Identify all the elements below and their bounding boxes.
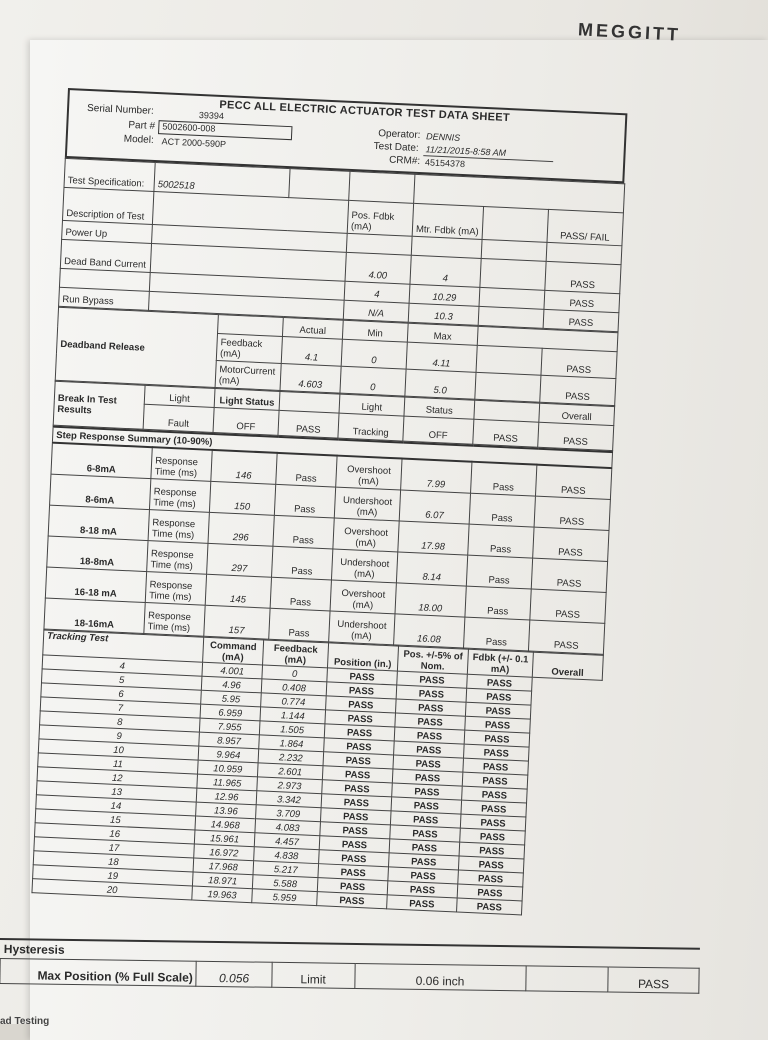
tracking-header: Pos. +/-5% of Nom. <box>397 646 468 674</box>
hysteresis-empty <box>526 966 609 992</box>
tracking-fdbk-result: PASS <box>390 811 461 828</box>
deadband-col-min: Min <box>342 320 408 342</box>
tracking-overall: PASS <box>457 884 523 901</box>
tracking-position: 2.232 <box>258 749 324 766</box>
tracking-fdbk-result: PASS <box>388 867 459 884</box>
hysteresis-row-label: Max Position (% Full Scale) <box>0 959 197 987</box>
desc-col-pf: PASS/ FAIL <box>547 209 623 245</box>
deadband-row-name: MotorCurrent (mA) <box>215 361 281 391</box>
tracking-position: 2.601 <box>257 763 323 780</box>
desc-label: Description of Test <box>62 187 153 224</box>
deadband-row-min: 0 <box>341 339 407 369</box>
tracking-position: 0 <box>262 665 328 682</box>
tracking-position: 4.083 <box>255 819 321 836</box>
hysteresis-result: PASS <box>608 967 699 993</box>
tracking-fdbk-result: PASS <box>388 853 459 870</box>
tracking-command: 10 <box>38 739 198 760</box>
hysteresis-section <box>0 938 700 994</box>
tracking-command: 7 <box>40 697 200 718</box>
desc-row-mtr: 10.3 <box>408 303 479 325</box>
test-data-form <box>31 88 627 919</box>
brand-logo: MEGGITT <box>577 19 682 45</box>
desc-row-pos: 4 <box>344 281 410 303</box>
tracking-header: Position (in.) <box>327 643 398 671</box>
desc-row-name: Dead Band Current <box>60 239 151 272</box>
spec-label: Test Specification: <box>64 158 155 191</box>
tracking-pos-result: PASS <box>326 696 397 713</box>
tracking-position: 0.408 <box>261 679 327 696</box>
deadband-row-max: 4.11 <box>406 342 477 372</box>
step-row-overshoot-label: Undershoot (mA) <box>334 487 400 521</box>
tracking-pos-result: PASS <box>326 682 397 699</box>
tracking-pos-result: PASS <box>327 668 398 685</box>
crm-label: CRM#: <box>388 154 421 168</box>
step-row-response-result: Pass <box>269 608 330 642</box>
tracking-overall: PASS <box>461 800 527 817</box>
tracking-feedback: 17.968 <box>193 858 254 875</box>
step-row-response-result: Pass <box>272 546 333 580</box>
step-row-overshoot-value: 16.08 <box>394 614 465 648</box>
step-row-overshoot-label: Undershoot (mA) <box>331 549 397 583</box>
tracking-pos-result: PASS <box>320 822 391 839</box>
deadband-row-result: PASS <box>541 348 617 378</box>
tracking-header: Command (mA) <box>203 637 264 665</box>
tracking-feedback: 19.963 <box>192 886 253 903</box>
step-row-overshoot-result: Pass <box>465 586 531 620</box>
breakin-fault: Fault <box>143 404 214 432</box>
desc-empty <box>482 206 548 242</box>
tracking-command: 11 <box>38 753 198 774</box>
desc-row-result: PASS <box>544 290 620 312</box>
step-row-overshoot-value: 17.98 <box>398 521 469 555</box>
step-row-response-label: Response Time (ms) <box>145 572 206 606</box>
deadband-row-actual: 4.1 <box>281 336 342 366</box>
hysteresis-label: Hysteresis <box>0 938 700 968</box>
tracking-pos-result: PASS <box>322 766 393 783</box>
hysteresis-limit-label: Limit <box>272 962 355 988</box>
desc-row-mtr: 10.29 <box>409 284 480 306</box>
tracking-pos-result: PASS <box>320 808 391 825</box>
step-row-overshoot-result: Pass <box>469 493 535 527</box>
spec-value: 5002518 <box>154 163 290 198</box>
tracking-overall: PASS <box>460 814 526 831</box>
step-row-response-label: Response Time (ms) <box>151 447 212 481</box>
step-row-overshoot-value: 8.14 <box>396 552 467 586</box>
tracking-position: 0.774 <box>261 693 327 710</box>
breakin-h-light2: Light <box>339 394 405 416</box>
tracking-command: 13 <box>36 781 196 802</box>
step-row-overall: PASS <box>535 465 611 500</box>
tracking-pos-result: PASS <box>324 724 395 741</box>
desc-col-mtr: Mtr. Fdbk (mA) <box>412 203 483 239</box>
tracking-feedback: 12.96 <box>196 788 257 805</box>
tracking-position: 5.588 <box>252 875 318 892</box>
step-row-response-time: 146 <box>211 450 277 484</box>
desc-col-pos: Pos. Fdbk (mA) <box>347 200 413 236</box>
tracking-feedback: 4.001 <box>202 662 263 679</box>
operator-label: Operator: <box>378 128 421 142</box>
tracking-pos-result: PASS <box>317 892 388 909</box>
step-row-response-label: Response Time (ms) <box>144 603 205 637</box>
tracking-fdbk-result: PASS <box>389 839 460 856</box>
tracking-position: 2.973 <box>257 777 323 794</box>
step-row-overall: PASS <box>533 527 609 561</box>
tracking-feedback: 9.964 <box>198 746 259 763</box>
tracking-command: 8 <box>40 711 200 732</box>
tracking-pos-result: PASS <box>321 794 392 811</box>
deadband-row-min: 0 <box>340 366 406 396</box>
hysteresis-limit-value: 0.06 inch <box>354 963 526 990</box>
deadband-col-max: Max <box>407 323 478 345</box>
tracking-position: 4.457 <box>254 833 320 850</box>
tracking-feedback: 8.957 <box>199 732 260 749</box>
tracking-rows <box>32 655 602 918</box>
part-label: Part # <box>128 119 156 132</box>
tracking-feedback: 15.961 <box>194 830 255 847</box>
breakin-tracking: Tracking <box>338 413 404 441</box>
breakin-h-light-status: Light Status <box>214 388 280 410</box>
step-title: Step Response Summary (10-90%) <box>52 427 612 468</box>
deadband-row-name: Feedback (mA) <box>216 334 282 364</box>
step-row-response-result: Pass <box>273 515 334 549</box>
tracking-feedback: 4.96 <box>201 676 262 693</box>
spec-table <box>58 158 625 332</box>
step-row-response-label: Response Time (ms) <box>148 510 209 544</box>
tracking-command: 4 <box>42 655 202 676</box>
step-row-name: 18-8mA <box>47 536 148 572</box>
tracking-position: 1.144 <box>260 707 326 724</box>
tracking-overall: PASS <box>459 842 525 859</box>
tracking-header: Feedback (mA) <box>263 640 329 668</box>
tracking-feedback: 18.971 <box>192 872 253 889</box>
step-row-overshoot-value: 7.99 <box>401 459 472 494</box>
part-value: 5002600-008 <box>162 121 216 134</box>
step-row-response-time: 150 <box>209 481 275 515</box>
model-value: ACT 2000-590P <box>161 136 227 150</box>
step-row-overall: PASS <box>530 589 606 623</box>
deadband-col-actual: Actual <box>282 318 343 340</box>
tracking-overall: PASS <box>458 856 524 873</box>
operator-value: DENNIS <box>425 131 461 143</box>
breakin-h-light: Light <box>144 385 215 407</box>
step-row-overshoot-value: 6.07 <box>399 490 470 524</box>
deadband-empty <box>475 372 541 402</box>
step-row-overshoot-result: Pass <box>471 462 537 496</box>
tracking-overall: PASS <box>462 772 528 789</box>
step-row-response-time: 297 <box>207 543 273 577</box>
tracking-pos-result: PASS <box>323 752 394 769</box>
date-value: 11/21/2015-8:58 AM <box>425 144 507 158</box>
step-row-response-time: 296 <box>208 512 274 546</box>
tracking-feedback: 11.965 <box>197 774 258 791</box>
tracking-feedback: 5.95 <box>201 690 262 707</box>
step-rows <box>44 443 612 655</box>
desc-empty <box>480 258 546 290</box>
tracking-pos-result: PASS <box>319 836 390 853</box>
tracking-command: 9 <box>39 725 199 746</box>
spec-empty <box>289 169 350 201</box>
tracking-pos-result: PASS <box>322 780 393 797</box>
serial-label: Serial Number: <box>86 102 154 117</box>
tracking-label: Tracking Test <box>43 630 204 662</box>
step-row-overshoot-result: Pass <box>466 555 532 589</box>
step-row-name: 16-18 mA <box>45 567 146 603</box>
desc-empty <box>478 306 544 328</box>
tracking-command: 14 <box>36 795 196 816</box>
tracking-position: 3.342 <box>256 791 322 808</box>
tracking-fdbk-result: PASS <box>391 797 462 814</box>
tracking-fdbk-result: PASS <box>396 685 467 702</box>
tracking-pos-result: PASS <box>324 738 395 755</box>
crm-value: 45154378 <box>424 157 466 170</box>
step-row-response-result: Pass <box>276 453 337 487</box>
tracking-overall: PASS <box>457 898 523 915</box>
breakin-h-overall: Overall <box>539 403 615 425</box>
spec-empty <box>349 171 415 203</box>
step-row-overshoot-label: Overshoot (mA) <box>333 518 399 552</box>
tracking-feedback: 6.959 <box>200 704 261 721</box>
step-row-overshoot-label: Undershoot (mA) <box>329 611 395 645</box>
step-row-name: 8-18 mA <box>48 505 149 541</box>
desc-row-result: PASS <box>543 309 619 331</box>
step-row-name: 8-6mA <box>50 474 151 510</box>
step-row-overall: PASS <box>534 496 610 530</box>
tracking-overall: PASS <box>467 674 533 691</box>
tracking-command: 19 <box>33 865 193 886</box>
tracking-overall: PASS <box>465 716 531 733</box>
deadband-row-result: PASS <box>540 375 616 405</box>
tracking-fdbk-result: PASS <box>394 741 465 758</box>
desc-row-name: Run Bypass <box>59 287 150 310</box>
tracking-overall: PASS <box>464 744 530 761</box>
tracking-header: Overall <box>532 652 603 680</box>
tracking-fdbk-result: PASS <box>392 769 463 786</box>
step-row-response-result: Pass <box>270 577 331 611</box>
step-row-overall: PASS <box>531 558 607 592</box>
form-title: PECC ALL ELECTRIC ACTUATOR TEST DATA SHEET <box>219 98 511 125</box>
tracking-feedback: 16.972 <box>194 844 255 861</box>
tracking-feedback: 7.955 <box>199 718 260 735</box>
tracking-fdbk-result: PASS <box>395 713 466 730</box>
tracking-pos-result: PASS <box>319 850 390 867</box>
tracking-overall: PASS <box>460 828 526 845</box>
tracking-fdbk-result: PASS <box>394 727 465 744</box>
serial-value: 39394 <box>198 109 225 122</box>
deadband-label: Deadband Release <box>55 307 218 387</box>
step-row-overshoot-result: Pass <box>468 524 534 558</box>
deadband-row-max: 5.0 <box>405 369 476 399</box>
tracking-feedback: 13.96 <box>196 802 257 819</box>
step-row-name: 6-8mA <box>51 443 152 479</box>
hysteresis-value: 0.056 <box>196 961 272 987</box>
tracking-command: 20 <box>32 879 192 900</box>
tracking-overall: PASS <box>464 730 530 747</box>
tracking-command: 5 <box>41 669 201 690</box>
step-row-overshoot-label: Overshoot (mA) <box>336 456 402 490</box>
breakin-h-status: Status <box>404 397 475 419</box>
deadband-empty <box>476 345 542 375</box>
desc-row-name: Power Up <box>62 220 153 243</box>
tracking-command: 16 <box>34 823 194 844</box>
deadband-row-actual: 4.603 <box>280 363 341 393</box>
step-row-overshoot-result: Pass <box>464 617 530 651</box>
desc-row-pos: N/A <box>343 300 409 322</box>
breakin-light-status: OFF <box>213 407 279 435</box>
tracking-feedback: 10.959 <box>198 760 259 777</box>
breakin-label: Break In Test Results <box>53 381 145 429</box>
step-row-name: 18-16mA <box>44 598 145 634</box>
tracking-position: 1.864 <box>259 735 325 752</box>
step-row-response-label: Response Time (ms) <box>147 541 208 575</box>
step-row-response-label: Response Time (ms) <box>149 479 210 513</box>
step-row-response-time: 145 <box>205 574 271 608</box>
tracking-fdbk-result: PASS <box>393 755 464 772</box>
step-row-overshoot-label: Overshoot (mA) <box>330 580 396 614</box>
breakin-status: OFF <box>403 416 474 444</box>
tracking-position: 5.959 <box>252 889 318 906</box>
breakin-overall: PASS <box>538 422 614 450</box>
tracking-pos-result: PASS <box>325 710 396 727</box>
step-row-overall: PASS <box>528 620 604 654</box>
tracking-position: 4.838 <box>254 847 320 864</box>
step-row-response-time: 157 <box>204 605 270 639</box>
tracking-feedback: 14.968 <box>195 816 256 833</box>
model-label: Model: <box>123 133 154 146</box>
tracking-overall: PASS <box>462 786 528 803</box>
tracking-fdbk-result: PASS <box>397 671 468 688</box>
desc-row-result: PASS <box>545 261 621 293</box>
footer-partial-text: ad Testing <box>0 1016 50 1027</box>
tracking-pos-result: PASS <box>317 878 388 895</box>
tracking-header: Fdbk (+/- 0.1 mA) <box>467 649 533 677</box>
step-response-table <box>43 426 613 655</box>
tracking-command: 15 <box>35 809 195 830</box>
tracking-fdbk-result: PASS <box>387 895 458 912</box>
tracking-overall: PASS <box>463 758 529 775</box>
tracking-command: 6 <box>41 683 201 704</box>
breakin-result-2: PASS <box>473 419 539 447</box>
desc-row-pos: 4.00 <box>345 252 411 284</box>
date-label: Test Date: <box>373 140 419 154</box>
step-row-overshoot-value: 18.00 <box>395 583 466 617</box>
tracking-command: 17 <box>34 837 194 858</box>
tracking-position: 1.505 <box>259 721 325 738</box>
tracking-command: 18 <box>33 851 193 872</box>
breakin-result-1: PASS <box>278 410 339 438</box>
tracking-position: 3.709 <box>256 805 322 822</box>
tracking-fdbk-result: PASS <box>387 881 458 898</box>
tracking-fdbk-result: PASS <box>390 825 461 842</box>
tracking-command: 12 <box>37 767 197 788</box>
tracking-fdbk-result: PASS <box>395 699 466 716</box>
tracking-position: 5.217 <box>253 861 319 878</box>
tracking-table <box>31 629 603 918</box>
tracking-overall: PASS <box>466 688 532 705</box>
tracking-fdbk-result: PASS <box>392 783 463 800</box>
desc-row-mtr: 4 <box>410 255 481 287</box>
tracking-pos-result: PASS <box>318 864 389 881</box>
tracking-overall: PASS <box>458 870 524 887</box>
tracking-overall: PASS <box>465 702 531 719</box>
step-row-response-result: Pass <box>274 484 335 518</box>
